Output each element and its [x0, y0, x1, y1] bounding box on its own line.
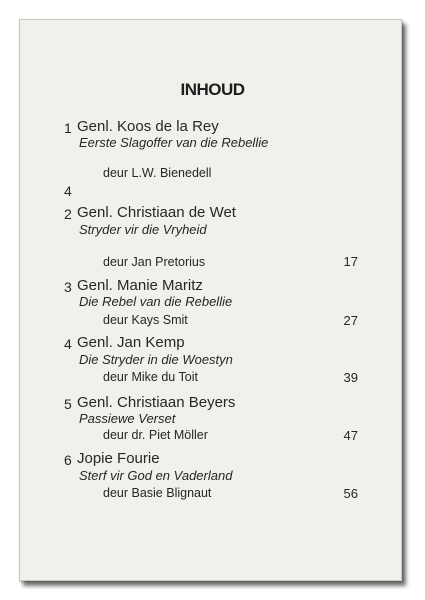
entry-name: Genl. Jan Kemp — [77, 334, 185, 351]
entry-name: Genl. Christiaan Beyers — [77, 394, 236, 411]
entry-name: Jopie Fourie — [77, 450, 160, 467]
entry-author: deur Basie Blignaut — [103, 486, 212, 500]
entry-subtitle: Die Rebel van die Rebellie — [79, 294, 233, 309]
entry-author: deur L.W. Bienedell — [103, 166, 212, 180]
entry-number: 2 — [64, 206, 72, 222]
entry-name: Genl. Christiaan de Wet — [77, 204, 236, 221]
entry-page: 56 — [343, 486, 358, 501]
entry-page: 4 — [64, 183, 72, 199]
entry-subtitle: Stryder vir die Vryheid — [79, 222, 207, 237]
entry-subtitle: Eerste Slagoffer van die Rebellie — [79, 135, 269, 150]
entry-number: 4 — [64, 336, 72, 352]
entry-number: 1 — [64, 120, 72, 136]
entry-page: 17 — [343, 254, 358, 269]
entry-subtitle: Sterf vir God en Vaderland — [79, 468, 233, 483]
entry-number: 5 — [64, 396, 72, 412]
entry-number: 6 — [64, 452, 72, 468]
entry-page: 39 — [343, 370, 358, 385]
entry-number: 3 — [64, 279, 72, 295]
contents-title: INHOUD — [180, 80, 245, 99]
entry-subtitle: Passiewe Verset — [79, 411, 176, 426]
entry-subtitle: Die Stryder in die Woestyn — [79, 352, 233, 367]
entry-page: 27 — [343, 313, 358, 328]
entry-author: deur dr. Piet Möller — [103, 428, 208, 442]
entry-page: 47 — [343, 428, 358, 443]
entry-name: Genl. Manie Maritz — [77, 277, 203, 294]
entry-author: deur Mike du Toit — [103, 370, 198, 384]
entry-author: deur Kays Smit — [103, 313, 188, 327]
entry-name: Genl. Koos de la Rey — [77, 118, 219, 135]
entry-author: deur Jan Pretorius — [103, 255, 206, 269]
